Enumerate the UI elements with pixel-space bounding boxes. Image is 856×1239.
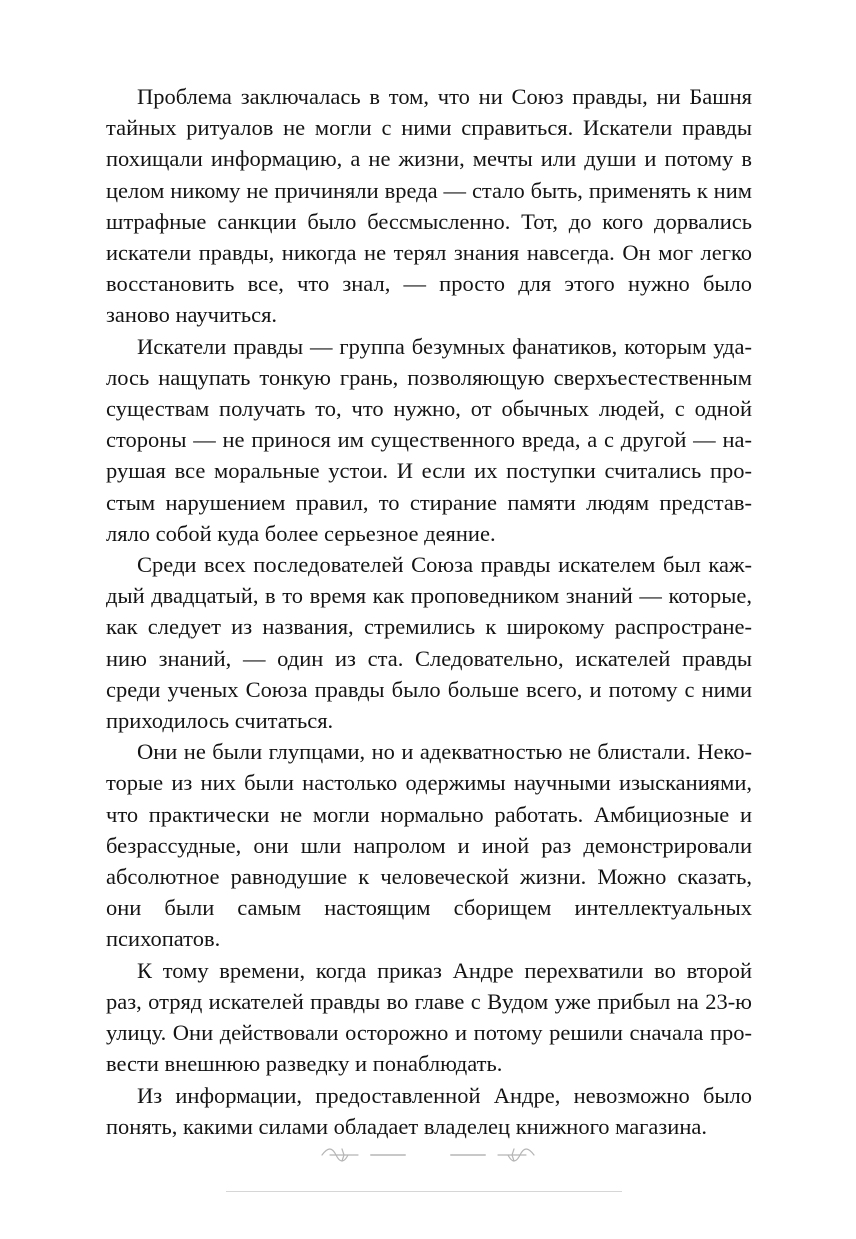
body-text (106, 81, 752, 1142)
paragraph-4: Они не были глупцами, но и адекватностью не блистали. Некоторые из них были настолько одержимы научными изысканиями, что практически не могли нормально работать. Амбициозные и безрассудные, они шли напролом и иной раз демонстрировали абсолютное равнодушие к человеческой жизни. Можно сказать, они были самым настоящим сборищем интеллектуальных психопатов. (106, 739, 752, 952)
paragraph-5: К тому времени, когда приказ Андре перехватили во второй раз, отряд искателей правды во главе с Вудом уже прибыл на 23-ю улицу. Они действовали осторожно и потому решили сначала провести внешнюю разведку и понаблюдать. (106, 957, 752, 1077)
paragraph-1: Проблема заключалась в том, что ни Союз правды, ни Башня тайных ритуалов не могли с ними справиться. Искатели правды похищали информацию, а не жизни, мечты или души и потому в целом никому не причиняли вреда — стало быть, применять к ним штрафные санкции было бессмысленно. Тот, до кого дорвались искатели правды, никогда не терял знания навсегда. Он мог легко восстановить все, что знал, — просто для этого нужно было заново научиться. (106, 84, 752, 328)
flourish-ornament-icon (318, 1143, 538, 1167)
paragraph-2: Искатели правды — группа безумных фанатиков, которым удалось нащупать тонкую грань, позволяющую сверхъестественным существам получать то, что нужно, от обычных людей, с одной стороны — не принося им существенного вреда, а с другой — нарушая все моральные устои. И если их поступки считались простым нарушением правил, то стирание памяти людям представляло собой куда более серьезное деяние. (106, 333, 752, 546)
paragraph-6: Из информации, предоставленной Андре, невозможно было понять, какими силами обладает владелец книжного магазина. (106, 1082, 752, 1139)
footer-divider (226, 1191, 622, 1192)
paragraph-3: Среди всех последователей Союза правды искателем был каждый двадцатый, в то время как проповедником знаний — которые, как следует из названия, стремились к широкому распространению знаний, — один из ста. Следовательно, искателей правды среди ученых Союза правды было больше всего, и потому с ними приходилось считаться. (106, 552, 752, 734)
